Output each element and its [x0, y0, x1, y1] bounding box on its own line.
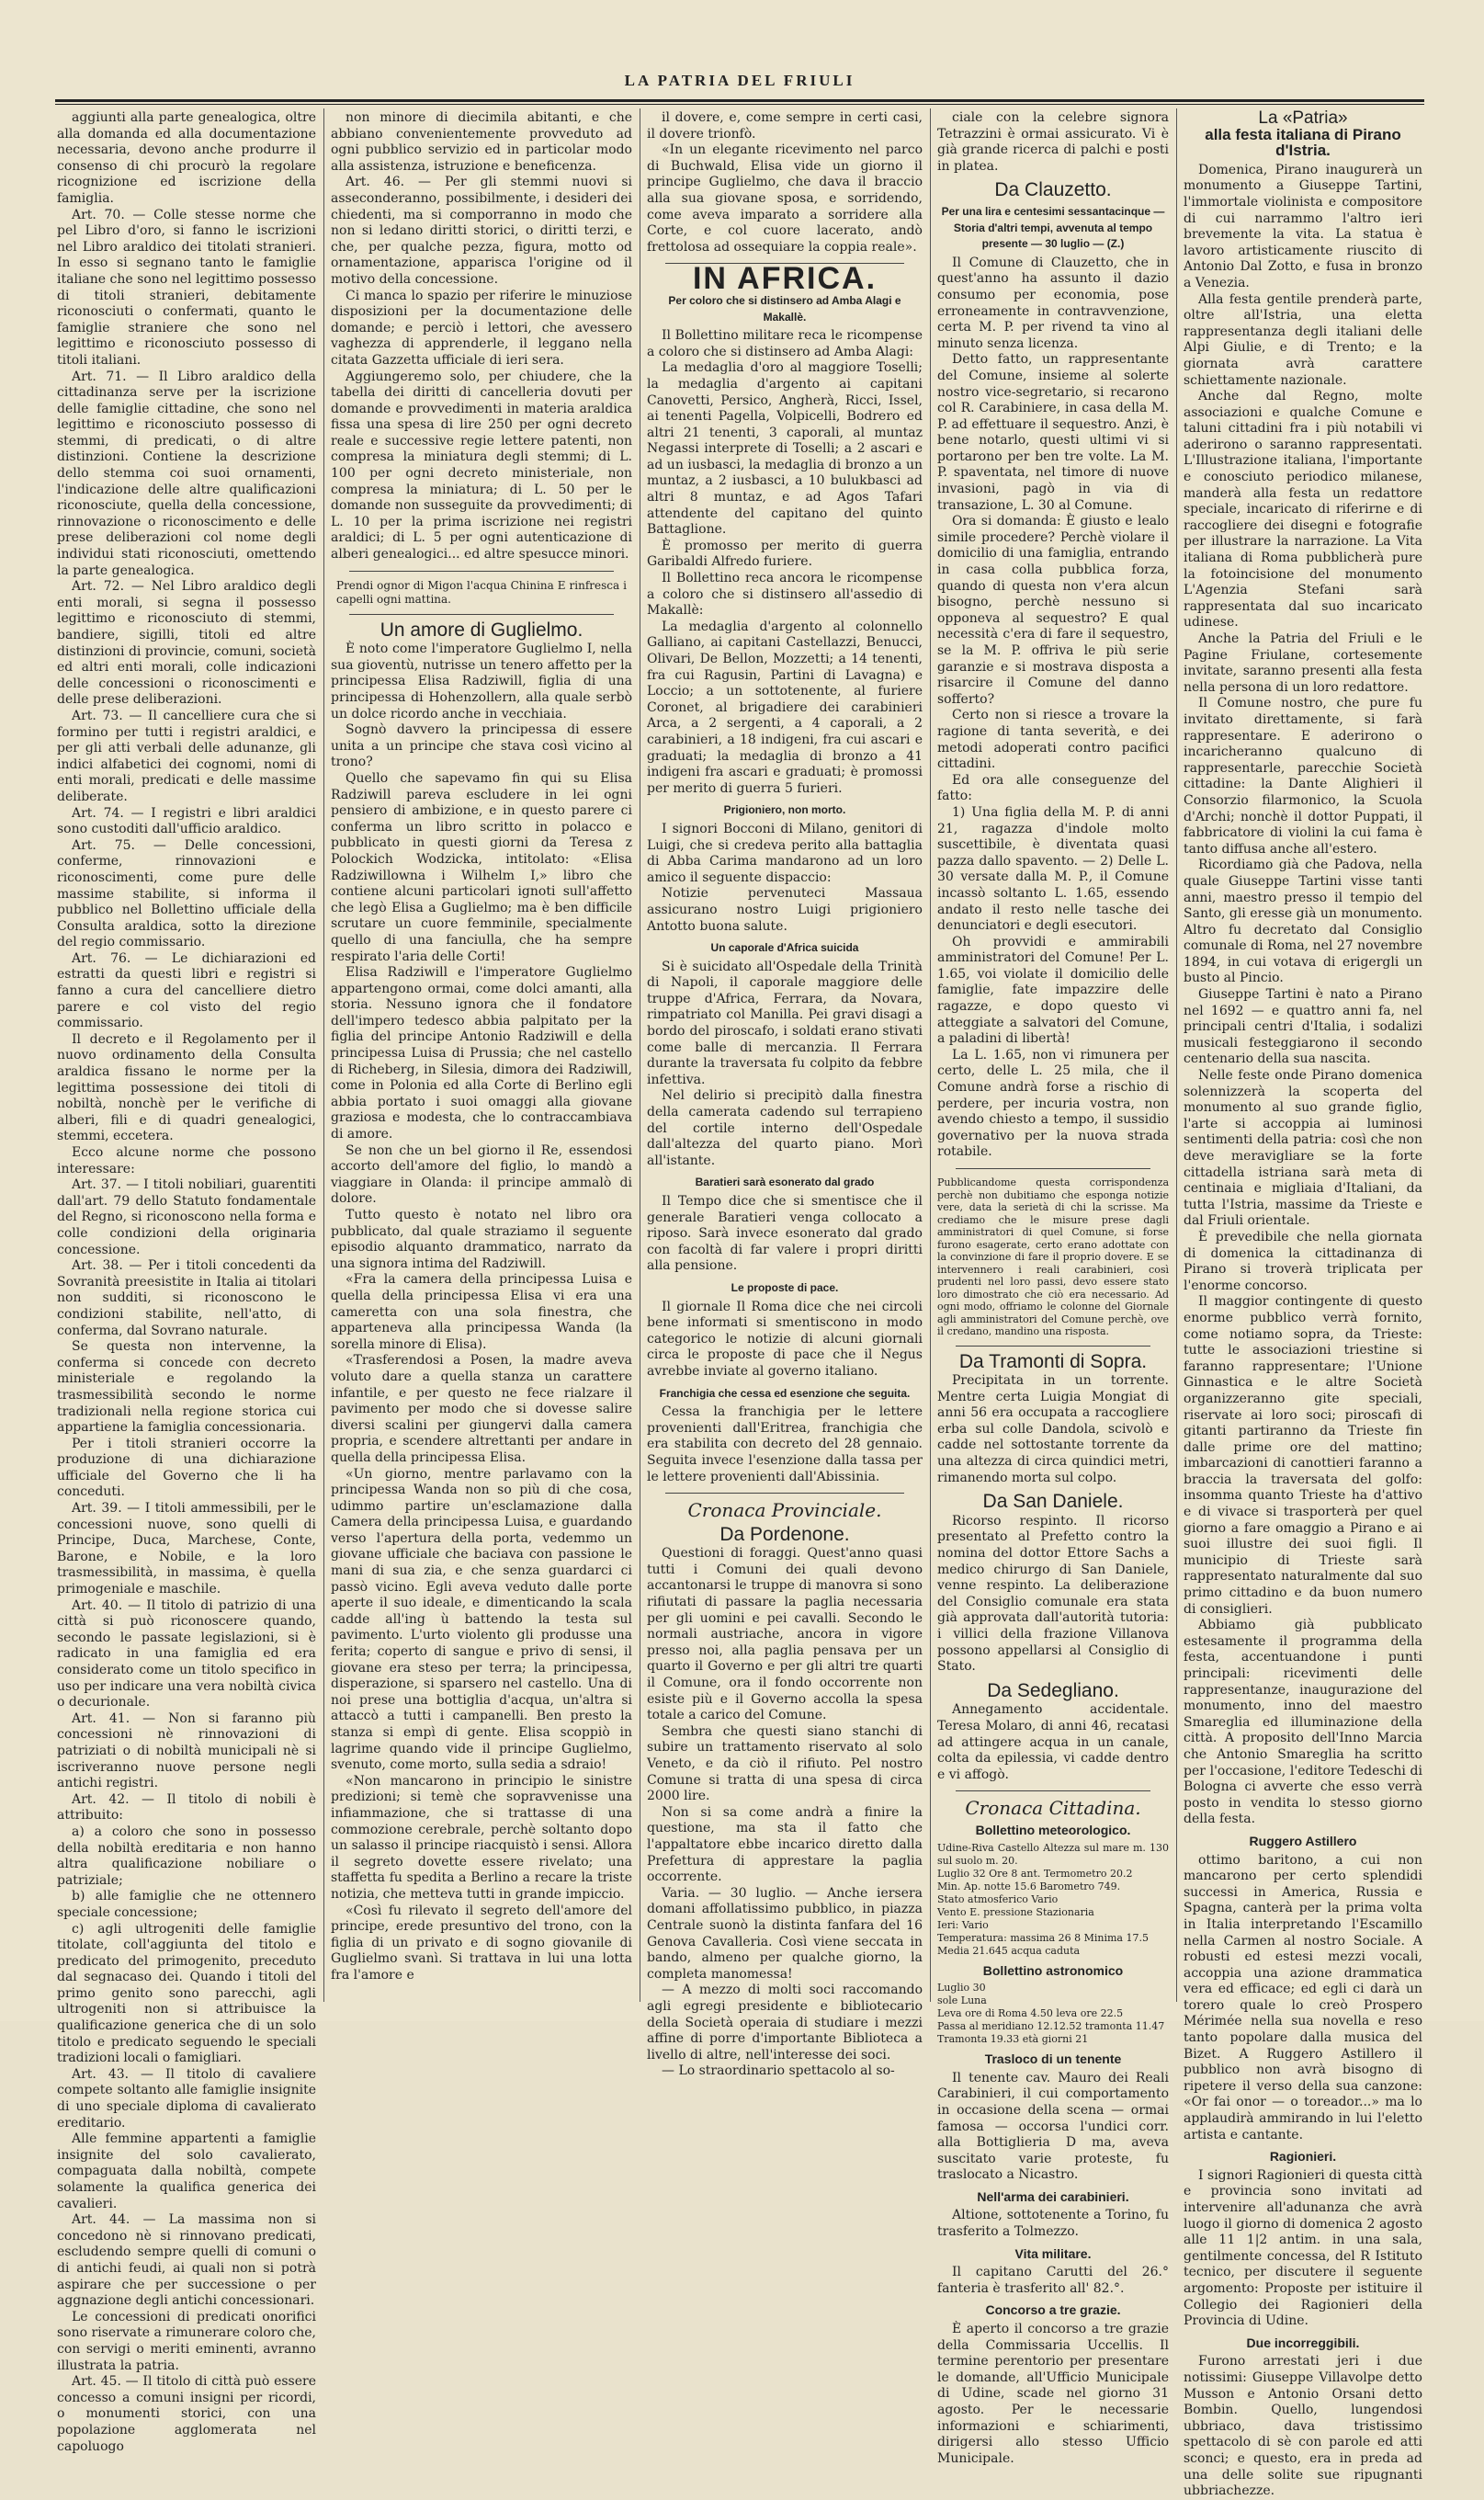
paragraph: Questioni di foraggi. Quest'anno quasi tutti i Comuni dei quali devono accantonarsi le truppe di manovra si sono rifiutati di passare la paglia necessaria per gli uomini e pei cavalli. Secondo le normali austriache, ancora in vigore presso noi, alla paglia pensava per un quarto il Governo e per gli altri tre quarti il Comune, ora il fondo occorrente non esiste più e il Governo accolla la spesa totale a carico del Comune.	[647, 1546, 923, 1723]
paragraph: Art. 76. — Le dichiarazioni ed estratti da questi libri e registri si fanno a cura del cancelliere dietro parere e col visto del regio commissario.	[57, 950, 316, 1031]
news-text: Il capitano Carutti del 26.° fanteria è trasferito all' 82.°.	[937, 2265, 1169, 2296]
town-heading: Da Clauzetto.	[994, 179, 1112, 201]
col2-text	[331, 642, 632, 1983]
table-line: Temperatura: massima 26 8 Minima 17.5	[937, 1931, 1149, 1944]
paragraph: Art. 70. — Colle stesse norme che pel Libro d'oro, si fanno le iscrizioni nel Libro araldico dei titolati stranieri. In esso si segnano tanto le famiglie italiane che sono nel legittimo possesso di titoli stranieri, debitamente riconosciuti o confermati, quanto le famiglie straniere che sono nel legittimo e riconosciuto possesso di titoli italiani.	[57, 207, 316, 368]
col3-section	[647, 328, 923, 797]
news-title: Concorso a tre grazie.	[985, 2302, 1121, 2318]
paragraph: Anche la Patria del Friuli e le Pagine Friulane, cortesemente invitate, saranno presenti alla festa nella persona di un loro redattore.	[1184, 631, 1422, 695]
col3-section	[647, 1404, 923, 1485]
col1-text	[57, 110, 316, 2455]
separator	[956, 1346, 1150, 1347]
paragraph: Il Comune nostro, che pure fu invitato direttamente, si farà rappresentare. E aderirono o incaricheranno qualcuno di rappresentarle, parecchie Società cittadine: la Dante Alighieri il Consorzio filarmonico, la Scuola d'Archi; nonchè il dottor Puppati, il fabbricatore di violini la cui fama è tanto diffusa anche all'estero.	[1184, 696, 1422, 857]
column-4	[937, 110, 1169, 2466]
paragraph: Tutto questo è notato nel libro ora pubblicato, dal quale straziamo il seguente episodio alquanto drammatico, narrato da una signora intima del Radziwill.	[331, 1208, 632, 1271]
paragraph: È promosso per merito di guerra Garibaldi Alfredo furiere.	[647, 538, 923, 570]
paragraph: Notizie pervenuteci Massaua assicurano nostro Luigi prigioniero Antotto buona salute.	[647, 886, 923, 934]
news-title: Ruggero Astillero	[1249, 1833, 1357, 1848]
subhead: Un caporale d'Africa suicida	[710, 941, 859, 955]
paragraph: «Trasferendosi a Posen, la madre aveva voluto dare a quella stanza un carattere infantile, e per questo ne fece rialzare il pavimento per modo che si dovesse salire diversi scalini per giungervi dalla camera propria, e scendere altrettanti per andare in quella della principessa Elisa.	[331, 1353, 632, 1465]
column-3	[647, 110, 923, 2079]
paragraph: b) alle famiglie che ne ottennero speciale concessione;	[57, 1889, 316, 1920]
news-title: Nell'arma dei carabinieri.	[977, 2188, 1129, 2204]
column-2	[331, 110, 632, 1994]
table-line: sole Luna	[937, 1994, 987, 2007]
paragraph: — A mezzo di molti soci raccomando agli egregi presidente e bibliotecario della Società operaia di studiare i mezzi affine di porre d'importante Biblioteca a livello di altre, nell'interesse dei soci.	[647, 1983, 923, 2062]
paragraph: Ricordiamo già che Padova, nella quale Giuseppe Tartini visse tanti anni, maestro presso il tempio del Santo, gli eresse già un monumento. Altro fu decretato dal Consiglio comunale di Roma, nel 27 novembre 1894, in cui votava di erigergli un busto al Pincio.	[1184, 858, 1422, 986]
paragraph: Giuseppe Tartini è nato a Pirano nel 1692 — e quattro anni fa, nel principali centri d'Italia, i sodalizi musicali festeggiarono il secondo centenario della sua nascita.	[1184, 987, 1422, 1067]
headline-amore: Un amore di Guglielmo.	[379, 619, 583, 641]
column-divider	[930, 108, 931, 2002]
paragraph: Ecco alcune norme che possono interessare:	[57, 1145, 316, 1176]
paragraph: Anche dal Regno, molte associazioni e qualche Comune e taluni cittadini fra i più notabili vi aderirono o saranno rappresentati. L'Illustrazione italiana, l'importante e conosciuto periodico milanese, manderà alla festa un redattore speciale, incaricato di riferirne e di raccogliere dei disegni e fotografie per illustrare la narrazione. La Vita italiana di Roma pubblicherà pure la fotoincisione del monumento L'Agenzia Stefani sarà rappresentata dal suo incaricato udinese.	[1184, 389, 1422, 631]
column-1	[57, 110, 316, 2454]
town-heading: Da Tramonti di Sopra.	[958, 1350, 1148, 1372]
table-line: Stato atmosferico Vario	[937, 1892, 1059, 1905]
paragraph: Art. 42. — Il titolo di nobili è attribuito:	[57, 1791, 316, 1824]
head-line-1: La «Patria»	[1258, 108, 1348, 128]
paragraph: «Così fu rilevato il segreto dell'amore del principe, erede presuntivo del trono, con la figlia di un privato e di sogno giovanile di Guglielmo svanì. Si trattava in lui una lotta fra l'amore e	[331, 1903, 632, 1983]
col4-section	[937, 1514, 1169, 1676]
separator	[956, 1168, 1150, 1169]
masthead-rule	[55, 99, 1424, 102]
headline-africa: IN AFRICA.	[692, 261, 878, 297]
col4-section	[937, 1702, 1169, 1783]
col5-text	[1184, 163, 1422, 1828]
col2-text-top	[331, 110, 632, 563]
paragraph: Art. 72. — Nel Libro araldico degli enti morali, si segna il possesso legittimo e riconosciuto di stemmi, bandiere, sigilli, titoli ed altre distinzioni di provincie, comuni, società ed altri enti morali, colle indicazioni delle concessioni o riconoscimenti e delle prese deliberazioni.	[57, 579, 316, 708]
col4-section	[937, 1373, 1169, 1486]
paragraph: Il giornale Il Roma dice che nei circoli bene informati si smentiscono in modo categorico le notizie di alcuni giornali circa le proposte di pace che il Negus avrebbe inviate al governo italiano.	[647, 1299, 923, 1379]
paragraph: Art. 71. — Il Libro araldico della cittadinanza serve per la iscrizione delle famiglie cittadine, che sono nel legittimo e riconosciuto possesso di stemmi, di predicati, o di altre distinzioni. Contiene la descrizione dello stemma coi suoi ornamenti, l'indicazione delle altre qualificazioni riconosciute, quella della concessione, rinnovazione o riconoscimento e delle prese deliberazioni col nome degli individui stati riconosciuti, omettendo la parte genealogica.	[57, 369, 316, 578]
town-heading: Da Sedegliano.	[987, 1679, 1119, 1701]
paragraph: La medaglia d'argento al colonnello Galliano, ai capitani Castellazzi, Benucci, Olivari, De Bellon, Mozzetti; a 14 tenenti, fra cui Ragusin, Partini di Lavagna) e Loccio; a un sottotenente, al furiere Coronet, al brigadiere dei carabinieri Arca, a 2 sergenti, a 4 caporali, a 2 carabinieri, a 18 indigeni, fra cui ascari e graduati; la medaglia di bronzo a 41 indigeni fra ascari e graduati; è promossi per merito di guerra 5 furieri.	[647, 619, 923, 796]
paragraph: Art. 41. — Non si faranno più concessioni nè rinnovazioni di patriziati o di nobiltà municipali nè si iscriveranno nuove persone negli antichi registri.	[57, 1710, 316, 1791]
paragraph: «Un giorno, mentre parlavamo con la principessa Wanda non so più di che cosa, udimmo partire un'esclamazione dalla Camera della principessa Luisa, e guardando verso l'apertura della porta, vedemmo un giovane ufficiale che baciava con passione le mani di sua zia, e che senza guardarci ci passò vicino. Egli aveva veduto dalle porte aperte il suo ideale, e dimenticando la scala cadde all'ing ù battendo la testa sul pavimento. L'urto violento gli produsse una ferita; coperto di sangue e privo di sensi, il giovane era steso per terra; la principessa, disperazione, si sparsero nel castello. Una di noi prese una bottiglia d'acqua, un'altra si attaccò a tutti i campanelli. Ben presto la stanza si empì di gente. Elisa scoppiò in lagrime quando vide il principe Guglielmo, svenuto, come morto, sulla sedia a sdraio!	[331, 1466, 632, 1773]
separator	[349, 614, 614, 615]
paragraph: Cessa la franchigia per le lettere provenienti dall'Eritrea, franchigia che era stabilita con decreto del 28 gennaio. Seguita invece l'esenzione dalla tassa per le lettere provenienti dall'Abissinia.	[647, 1404, 923, 1484]
paragraph: Il maggior contingente di questo enorme pubblico verrà fornito, come notiamo sopra, da Trieste: tutte le associazioni triestine si faranno rappresentare; l'Unione Ginnastica e le altre Società organizzeranno gite speciali, riservate ai loro soci; piroscafi di gitanti partiranno da Trieste fin dalle prime ore del mattino; imbarcazioni di canottieri faranno a braccia la traversata del golfo: insomma quanto Trieste ha d'attivo e di vivace si trasporterà per quel giorno a fare omaggio a Pirano e ai suoi illustre dei suoi figli. Il municipio di Trieste sarà rappresentato naturalmente dal suo primo cittadino e da buon numero di consiglieri.	[1184, 1294, 1422, 1617]
astro-title: Bollettino astronomico	[982, 1962, 1124, 1978]
col4-text-top	[937, 110, 1169, 175]
table-line: Luglio 30	[937, 1982, 986, 1994]
paragraph: Alle femmine appartenti a famiglie insignite del solo cavalierato, compaguata dalla nobiltà, compete solamente la qualifica generica dei cavalieri.	[57, 2131, 316, 2211]
paragraph: Ed ora alle conseguenze del fatto:	[937, 772, 1169, 804]
paragraph: 1) Una figlia della M. P. di anni 21, ragazza d'indole molto suscettibile, è diventata quasi pazza dallo spavento. — 2) Delle L. 30 versate dalla M. P., il Comune incassò soltanto L. 1.65, essendo andato il resto nelle tasche dei denunciatori e degli esecutori.	[937, 804, 1169, 934]
paragraph: Art. 44. — La massima non si concedono nè si rinnovano predicati, escludendo sempre quelli di comuni o di antichi feudi, ai quali non si potrà aspirare che per successione o per aggnazione degli antichi concessionari.	[57, 2212, 316, 2309]
col5-news	[1184, 1834, 1422, 2500]
table-line: Passa al meridiano 12.12.52 tramonta 11.47	[937, 2020, 1165, 2033]
col3-text-top	[647, 110, 923, 256]
col3-section	[647, 960, 923, 1170]
table-line: Min. Ap. notte 15.6 Barometro 749.	[937, 1880, 1121, 1892]
masthead	[55, 72, 1424, 99]
paragraph: Ci manca lo spazio per riferire le minuziose disposizioni per la documentazione delle domande; e perciò i lettori, che avessero vaghezza di apprenderle, il leggano nella citata Gazzetta ufficiale di ieri sera.	[331, 288, 632, 368]
paragraph: Se questa non intervenne, la conferma si concede con decreto ministeriale e regolando la trasmessibilità secondo le norme tradizionali nella regione storica cui appartiene la famiglia concessionaria.	[57, 1339, 316, 1436]
col3-section	[647, 1546, 923, 2080]
news-title: Trasloco di un tenente	[984, 2051, 1122, 2067]
paragraph: I signori Bocconi di Milano, genitori di Luigi, che si credeva perito alla battaglia di Abba Carima mandarono ad un loro amico il seguente dispaccio:	[647, 821, 923, 885]
paragraph: La medaglia d'oro al maggiore Toselli; la medaglia d'argento ai capitani Canovetti, Persico, Angherà, Ricci, Issel, ai tenenti Pagella, Volpicelli, Bodrero ed altri 21 tenenti, 3 caporali, al muntaz Negassi interprete di Toselli; a 2 ascari e ad un iusbasci, la medaglia di bronzo a un muntaz, a 2 iusbasci, a 10 bulukbasci ad altri 8 muntaz, e ad Agos Tafari attendente del capitano del quinto Battaglione.	[647, 360, 923, 538]
paragraph: Art. 38. — Per i titoli concedenti da Sovranità preesistite in Italia ai titolari non sudditi, si riconoscono le condizioni stabilite, nell'atto, di conferma, dal Sovrano naturale.	[57, 1258, 316, 1338]
news-text: Furono arrestati jeri i due notissimi: Giuseppe Villavolpe detto Musson e Antonio Orsani detto Bombin. Quello, lungendosi ubbriaco, dava tristissimo spettacolo di sè con parole ed atti sconci; e questo, era in preda ad una delle solite sue ripugnanti ubbriachezze.	[1184, 2354, 1422, 2499]
paragraph: — Lo straordinario spettacolo al so-	[662, 2063, 895, 2079]
col4-section	[937, 256, 1169, 1161]
paragraph: Se non che un bel giorno il Re, essendosi accorto dell'amore del figlio, lo mandò a viaggiare in Olanda: il principe ammalò di dolore.	[331, 1142, 632, 1207]
subhead: Franchigia che cessa ed esenzione che seguita.	[659, 1386, 911, 1400]
paragraph: «Fra la camera della principessa Luisa e quella della principessa Elisa vi era una cameretta con una sola finestra, che apparteneva alla principessa Wanda (la sorella minore di Elisa).	[331, 1272, 632, 1352]
news-text: ottimo baritono, a cui non mancarono per certo splendidi successi in America, Russia e Spagna, canterà per la prima volta in Italia interpretando l'Escamillo nella Carmen al nostro Sociale. A robusti ed estesi mezzi vocali, accoppia una azione drammatica vera ed efficace; ed egli ci darà un torero quale lo creò Prospero Mérimée nella sua novella e reso tanto popolare dalla musica del Bizet. A Ruggero Astillero il pubblico non avrà bisogno di ripetere il verso della sua canzone: «Or fai onor — o toreador...» ma lo applaudirà ammirando in lui l'eletto artista e cantante.	[1184, 1852, 1422, 2142]
paragraph: Non si sa come andrà a finire la questione, ma sta il fatto che l'appaltatore ebbe incarico diretto dalla Prefettura di apprestare la paglia occorrente.	[647, 1804, 923, 1885]
table-line: Tramonta 19.33 età giorni 21	[937, 2033, 1089, 2046]
table-line: Ieri: Vario	[937, 1918, 989, 1931]
subhead: Per una lira e centesimi sessantacinque — Storia d'altri tempi, avvenuta al tempo presente — 30 luglio — (Z.)	[941, 204, 1165, 251]
paragraph: ciale con la celebre signora Tetrazzini è ormai assicurato. Vi è già grande ricerca di palchi e posti in platea.	[937, 110, 1169, 174]
paragraph: a) a coloro che sono in possesso della nobiltà ereditaria e non hanno altra qualificazione nobiliare o patriziale;	[57, 1824, 316, 1888]
subhead: Per coloro che si distinsero ad Amba Alagi e Makallè.	[668, 293, 901, 324]
paragraph: Alla festa gentile prenderà parte, oltre all'Istria, una eletta rappresentanza degli italiani delle Alpi Giulie, e di Trento; e la giornata avrà carattere schiettamente nazionale.	[1184, 291, 1422, 388]
paragraph: Ora si domanda: È giusto e lealo simile procedere? Perchè violare il domicilio di una famiglia, entrando in casa colla pubblica forza, quando di questa non v'era alcun bisogno, perchè nessuno si opponeva al sequestro? E qual necessità c'era di fare il sequestro, se la M. P. offriva le più serie garanzie e si mostrava disposta a risarcire il Comune del danno sofferto?	[937, 514, 1169, 707]
news-text: Altione, sottotenente a Torino, fu trasferito a Tolmezzo.	[937, 2208, 1169, 2240]
paragraph: Art. 73. — Il cancelliere cura che si formino per tutti i registri araldici, e per gli atti verbali delle adunanze, gli indici alfabetici dei cognomi, nomi di enti morali, predicati e delle massime deliberate.	[57, 708, 316, 804]
news-title: Ragionieri.	[1269, 2149, 1337, 2165]
paragraph: Aggiungeremo solo, per chiudere, che la tabella dei diritti di cancelleria dovuti per domande e provvedimenti in materia araldica fissa una spesa di lire 250 per ogni decreto reale e successive regie lettere patenti, non compresa la miniatura degli stemmi; di L. 100 per ogni decreto ministeriale, non compresa la miniatura; di L. 50 per le domande non susseguite da provvedimenti; di L. 10 per la prima iscrizione nei registri araldici; di L. 5 per ogni autenticazione di alberi genealogici... ed altre spesucce minori.	[331, 369, 632, 562]
news-text: È aperto il concorso a tre grazie della Commissaria Uccellis. Il termine perentorio per presentare le domande, all'Ufficio Municipale di Udine, scade nel giorno 31 agosto. Per le necessarie informazioni e schiarimenti, dirigersi allo stesso Ufficio Municipale.	[937, 2322, 1169, 2466]
paragraph: il dovere, e, come sempre in certi casi, il dovere trionfò.	[647, 110, 923, 142]
paragraph: Art. 40. — Il titolo di patrizio di una città si può riconoscere quando, secondo le passate legislazioni, si è radicato in una famiglia ed era considerato come un titolo specifico in uso per indicare una vera nobiltà civica o decurionale.	[57, 1597, 316, 1710]
paragraph: Nelle feste onde Pirano domenica solennizzerà la scoperta del monumento al suo grande figlio, l'arte si accoppia ai luminosi sentimenti della patria: così che non deve meravigliare se la forte cittadella istriana sarà meta di centinaia e migliaia d'Italiani, da tutta l'Istria, massime da Trieste e dal Friuli orientale.	[1184, 1068, 1422, 1229]
weather-table	[937, 1842, 1169, 1958]
paragraph: Il Bollettino militare reca le ricompense a coloro che si distinsero ad Amba Alagi:	[647, 328, 923, 359]
table-line: Media 21.645 acqua caduta	[937, 1944, 1081, 1957]
col3-section	[647, 822, 923, 935]
paragraph: Varia. — 30 luglio. — Anche iersera domani affollatissimo pubblico, in piazza Centrale suonò la distinta fanfara del 16 Genova Cavalleria. Così viene seccata in bando, almeno per qualche giorno, la completa manomessa!	[647, 1885, 923, 1982]
paragraph: Nel delirio si precipitò dalla finestra della camerata cadendo sul terrapieno del cortile interno dell'Ospedale dall'altezza del quarto piano. Morì all'istante.	[647, 1088, 923, 1168]
column-5	[1184, 108, 1422, 2499]
separator	[956, 1790, 1150, 1791]
paragraph: Annegamento accidentale. Teresa Molaro, di anni 46, recatasi ad attingere acqua in un canale, colta da epilessia, vi cadde dentro e vi affogò.	[937, 1702, 1169, 1782]
news-title: Vita militare.	[1014, 2245, 1092, 2261]
column-divider	[323, 108, 324, 2002]
paragraph: «In un elegante ricevimento nel parco di Buchwald, Elisa vide un giorno il principe Guglielmo, che dava il braccio alla sua giovane sposa, e sorridendo, come aveva imparato a sorridere alla Corte, e col cuore lacerato, andò frettolosa ad ossequiare la coppia reale».	[647, 142, 923, 255]
masthead-rule-thin	[55, 104, 1424, 105]
paragraph: Domenica, Pirano inaugurerà un monumento a Giuseppe Tartini, l'immortale violinista e compositore di cui narrammo l'altro ieri brevemente la vita. La statua è lavoro artisticamente riuscito di Antonio Dal Zotto, e fusa in bronzo a Venezia.	[1184, 162, 1422, 290]
head-line-2: alla festa italiana di Pirano d'Istria.	[1205, 125, 1401, 160]
subhead: Prigioniero, non morto.	[723, 803, 846, 817]
column-divider	[1176, 108, 1177, 2002]
paragraph: Ricorso respinto. Il ricorso presentato al Prefetto contro la nomina del dottor Ettore Sachs a medico chirurgo di San Daniele, venne respinto. La deliberazione del Consiglio comunale era stata già approvata dall'autorità tutoria: i villici della frazione Villanova possono appellarsi al Consiglio di Stato.	[937, 1513, 1169, 1675]
paragraph: È prevedibile che nella giornata di domenica la cittadinanza di Pirano si troverà triplicata per l'enorme concorso.	[1184, 1229, 1422, 1293]
astro-table	[937, 1982, 1169, 2046]
paragraph: Art. 45. — Il titolo di città può essere concesso a comuni insigni per ricordi, o monumenti storici, con una popolazione agglomerata nel capoluogo	[57, 2374, 316, 2454]
paragraph: Art. 46. — Per gli stemmi nuovi si asseconderanno, possibilmente, i desideri dei chiedenti, ma si comporranno in modo che non si ledano diritti storici, o diritti terzi, e che, per qualche pezza, figura, motto od ornamentazione, apparisca l'origine od il motivo della concessione.	[331, 175, 632, 287]
paragraph: Precipitata in un torrente. Mentre certa Luigia Mongiat di anni 56 era occupata a raccogliere erba sul colle Dandola, scivolò e cadde nel sottostante torrente da una altezza di circa quindici metri, rimanendo morta sul colpo.	[937, 1373, 1169, 1485]
subhead: Le proposte di pace.	[731, 1280, 839, 1294]
news-text: I signori Ragionieri di questa città e provincia sono invitati ad intervenire all'adunanza che avrà luogo il giorno di domenica 2 agosto alle 11 1|2 antim. in una sala, gentilmente concessa, del R Istituto tecnico, per discutere il seguente argomento: Proposte per istituire il Collegio dei Ragionieri della Provincia di Udine.	[1184, 2167, 1422, 2329]
editor-note: Pubblicandome questa corrispondenza perchè non dubitiamo che esponga notizie vere, data la serietà di chi la scrisse. Ma crediamo che le misure prese dagli amministratori di quel Comune, si forse furono esagerate, certo erano adottate con la convinzione di fare il proprio dovere. E se intervennero i reali carabinieri, così prudenti nel loro passi, devo essere stato loro dimostrato che ciò era necessario. Ad ogni modo, offriamo le colonne del Giornale agli amministratori del Comune perchè, ove il credano, mandino una risposta.	[937, 1176, 1169, 1337]
paragraph: Elisa Radziwill e l'imperatore Guglielmo appartengono ormai, come dolci amanti, alla storia. Nessuno ignora che il fondatore dell'impero tedesco abbia palpitato per la figlia del principe Antonio Radziwill e della principessa Luisa di Prussia; che nel castello di Richeberg, in Silesia, dimora dei Radziwill, come in Polonia ed alla Corte di Berlino egli abbia portato i suoi omaggi alla giovane graziosa e modesta, che lo contraccambiava di amore.	[331, 965, 632, 1142]
col3-section	[647, 1194, 923, 1275]
paragraph: Si è suicidato all'Ospedale della Trinità di Napoli, il caporale maggiore delle truppe d'Africa, Ferrara, da Novara, rimpatriato col Manilla. Pei gravi disagi a bordo del piroscafo, i soldati erano stivati come balle di mercanzia. Il Ferrara durante la traversata fu colpito da febbre infettiva.	[647, 959, 923, 1087]
paragraph: Detto fatto, un rappresentante del Comune, insieme al solerte nostro vice-segretario, si recarono col R. Carabiniere, in casa della M. P. ad effettuare il sequestro. Anzi, è bene notarlo, questi ultimi vi si portarono per ben tre volte. La M. P. spaventata, nel timore di nuove invasioni, pagò in via di transazione, L. 30 al Comune.	[937, 352, 1169, 513]
headline-cronaca-provinciale: Cronaca Provinciale.	[687, 1499, 882, 1522]
weather-title: Bollettino meteorologico.	[975, 1822, 1131, 1837]
paragraph: Abbiamo già pubblicato estesamente il programma della festa, accentuandone i punti principali: ricevimenti delle rappresentanze, inaugurazione del monumento, inno del maestro Smareglia ed illuminazione della città. A proposito dell'Inno Marcia che Antonio Smareglia ha scritto per l'occasione, l'editore Tedeschi di Bologna ci avverte che esso verrà posto in vendita lo stesso giorno della festa.	[1184, 1618, 1422, 1827]
paragraph: Sognò davvero la principessa di essere unita a un principe che stava così vicino al trono?	[331, 722, 632, 770]
paragraph: Per i titoli stranieri occorre la produzione di una dichiarazione ufficiale del Governo che li ha conceduti.	[57, 1436, 316, 1500]
paragraph: Quello che sapevamo fin qui su Elisa Radziwill pareva escludere in lei ogni pensiero di ambizione, e in questo parere ci conferma un libro scritto in polacco e pubblicato in questi giorni da Teresa z Polockich Wodzicka, intitolato: «Elisa Radziwillowna i Wilhelm I,» libro che contiene alcuni particolari ignoti sull'affetto che legò Elisa a Guglielmo; ma è ben difficile scrutare un cuore femminile, specialmente quello di una fanciulla, che ha sempre respirato l'aria delle Corti!	[331, 770, 632, 964]
paragraph: aggiunti alla parte genealogica, oltre alla domanda ed alla documentazione necessaria, devono anche produrre il consenso di chi procurò la regolare ricognizione ed iscrizione della famiglia.	[57, 110, 316, 206]
col3-section	[647, 1300, 923, 1381]
subhead: Baratieri sarà esonerato dal grado	[695, 1176, 875, 1189]
paragraph: non minore di diecimila abitanti, e che abbiano convenientemente provveduto ad ogni pubblico servizio ed in particolar modo alla assistenza, istruzione e beneficenza.	[331, 110, 632, 174]
paragraph: La L. 1.65, non vi rimunera per certo, delle L. 25 mila, che il Comune andrà forse a rischio di perdere, per incuria vostra, non avendo chiesto a tempo, il sussidio governativo per la nuova strada rotabile.	[937, 1047, 1169, 1160]
article-head	[1184, 110, 1422, 159]
paragraph: Il Tempo dice che si smentisce che il generale Baratieri venga collocato a riposo. Sarà invece esonerato dal grado con facoltà di far valere i propri diritti alla pensione.	[647, 1194, 923, 1274]
separator	[349, 571, 614, 572]
paragraph: Certo non si riesce a trovare la ragione di tanta severità, e dei metodi adoperati contro pacifici cittadini.	[937, 708, 1169, 772]
paragraph: Il Bollettino reca ancora le ricompense a coloro che si distinsero all'assedio di Makallè:	[647, 571, 923, 619]
paragraph: Sembra che questi siano stanchi di subire un trattamento riservato al solo Veneto, e da ciò il rifiuto. Pel nostro Comune si tratta di una spesa di circa 2000 lire.	[647, 1723, 923, 1804]
col4-news	[937, 2051, 1169, 2467]
paragraph: «Non mancarono in principio le sinistre predizioni; si temè che sopravvenisse una infiammazione, che si trattasse di una commozione cerebrale, perchè soltanto dopo un salasso il principe riacquistò i sensi. Allora il segreto dovette essere rivelato; una staffetta fu spedita a Berlino a recare la triste notizia, che metteva tutti in grande impiccio.	[331, 1773, 632, 1902]
paragraph: È noto come l'imperatore Guglielmo I, nella sua gioventù, nutrisse un tenero affetto per la principessa Elisa Radziwill, figlia di una principessa di Hohenzollern, alla quale serbò un dolce ricordo anche in vecchiaia.	[331, 642, 632, 722]
table-line: Vento E. pressione Stazionaria	[937, 1905, 1094, 1918]
masthead-title: LA PATRIA DEL FRIULI	[624, 72, 855, 89]
table-line: Udine-Riva Castello Altezza sul mare m. 130 sul suolo m. 20.	[937, 1841, 1169, 1867]
paragraph: Le concessioni di predicati onorifici sono riservate a rimunerare coloro che, con servigi o meriti eminenti, avranno illustrata la patria.	[57, 2309, 316, 2373]
paragraph: Il Comune di Clauzetto, che in quest'anno ha assunto il dazio consumo per economia, pose erroneamente in contravvenzione, certa M. P. per rivend ta vino al minuto senza licenza.	[937, 255, 1169, 351]
paragraph: Il decreto e il Regolamento per il nuovo ordinamento della Consulta araldica fissano le norme per la legittima possessione dei titoli di nobiltà, nonchè per le verifiche di alberi, fili e di quadri genealogici, stemmi, eccetera.	[57, 1031, 316, 1144]
table-line: Leva ore di Roma 4.50 leva ore 22.5	[937, 2007, 1124, 2020]
paragraph: Oh provvidi e ammirabili amministratori del Comune! Per L. 1.65, voi violate il domicilio delle famiglie, fate impazzire delle ragazze, e dopo questo vi atteggiate a salvatori del Comune, a paladini di libertà!	[937, 934, 1169, 1047]
paragraph: Art. 39. — I titoli ammessibili, per le concessioni nuove, sono quelli di Principe, Duca, Marchese, Conte, Barone, e Nobile, e la loro trasmessibilità, in massima, è quella primogeniale e maschile.	[57, 1501, 316, 1597]
paragraph: Art. 37. — I titoli nobiliari, guarentiti dall'art. 79 dello Statuto fondamentale del Regno, si riconoscono nella forma e colle condizioni della originaria concessione.	[57, 1177, 316, 1257]
news-text: Il tenente cav. Mauro dei Reali Carabinieri, il cui comportamento in occasione della scena — ormai famosa — occorsa l'undici corr. alla Bottiglieria D ma, aveva suscitato varie proteste, fu traslocato a Nicastro.	[937, 2070, 1169, 2183]
town-heading: Da Pordenone.	[719, 1523, 850, 1545]
headline-cronaca-cittadina: Cronaca Cittadina.	[965, 1797, 1141, 1820]
town-heading: Da San Daniele.	[982, 1491, 1124, 1513]
paragraph: Art. 74. — I registri e libri araldici sono custoditi dall'ufficio araldico.	[57, 805, 316, 837]
news-title: Due incorreggibili.	[1246, 2335, 1360, 2350]
advert-quote: Prendi ognor di Migon l'acqua Chinina E rinfresca i capelli ogni mattina.	[336, 578, 627, 606]
separator	[665, 1493, 904, 1494]
paragraph: c) agli ultrogeniti delle famiglie titolate, coll'aggiunta del titolo e predicato del primogenito, preceduto dal segnacaso dei. Quando i titoli del primo genito sono parecchi, agli ultrogeniti non si attribuisce la qualificazione generica che di un solo titolo e predicato seguendo le speciali tradizioni locali o famigliari.	[57, 1921, 316, 2066]
paragraph: Art. 43. — Il titolo di cavaliere compete soltanto alle famiglie insignite di uno speciale diploma di cavalierato ereditario.	[57, 2066, 316, 2131]
table-line: Luglio 32 Ore 8 ant. Termometro 20.2	[937, 1867, 1133, 1880]
paragraph: Art. 75. — Delle concessioni, conferme, rinnovazioni e riconoscimenti, come pure delle massime stabilite, si informa il pubblico nel Bollettino ufficiale della Consulta araldica, sotto la direzione del regio commissario.	[57, 837, 316, 950]
